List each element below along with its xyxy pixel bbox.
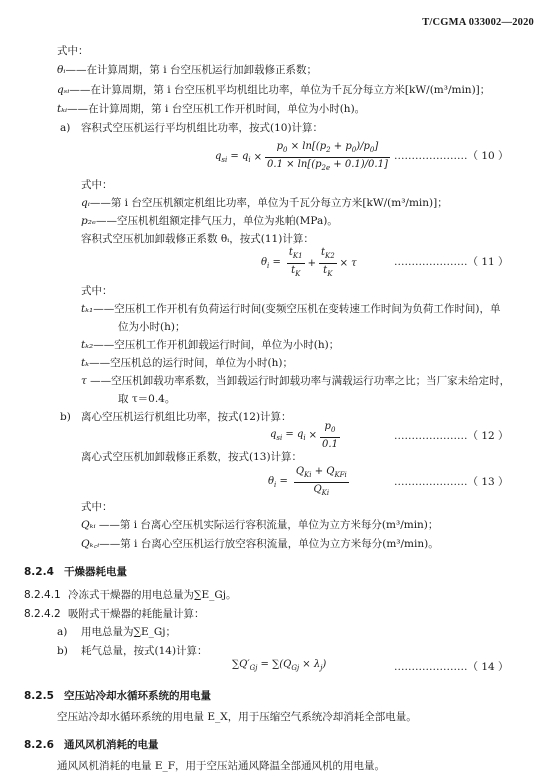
def-tau: τ ——空压机卸载功率系数，当卸载运行时卸载功率与满载运行功率之比；当厂家未给定时， xyxy=(81,375,511,387)
formula-11-intro: 容积式空压机加卸载修正系数 θᵢ，按式(11)计算： xyxy=(81,233,314,245)
section-heading-8-2-5: 8.2.5 空压站冷却水循环系统的用电量 xyxy=(24,690,211,702)
def-t-k2: tₖ₂——空压机工作开机卸载运行时间，单位为小时(h)； xyxy=(81,339,340,351)
eq-number-14: …………………（ 14 ） xyxy=(394,661,509,673)
eq-number-11: …………………（ 11 ） xyxy=(394,256,509,268)
clause-8-2-4-2-b-text: 耗气总量，按式(14)计算： xyxy=(81,645,208,657)
standard-code-header: T/CGMA 033002—2020 xyxy=(422,17,534,28)
def-tau-cont: 取 τ＝0.4。 xyxy=(118,393,176,405)
formula-10: $q_{si} = q_i$ × $\frac{p_0 \times \ln[(p_2 + p_0)/p_0]}{0.1 \times \ln[(p_{2e} + 0.1)/0.1]}$ xyxy=(215,141,388,172)
shizhong-label-3: 式中： xyxy=(81,285,113,297)
def-t-k: tₖ——空压机总的运行时间，单位为小时(h)； xyxy=(81,357,294,369)
def-q-kfi: Qₖ꜀ᵢ——第 i 台离心空压机运行放空容积流量，单位为立方米每分(m³/min)。 xyxy=(81,538,439,550)
formula-14: $\sum Q'_{Gj} = \sum(Q_{Gj} \times \lambda_j)$ xyxy=(232,659,327,672)
def-t-ki: tₖᵢ——在计算周期，第 i 台空压机工作开机时间，单位为小时(h)。 xyxy=(57,103,366,115)
section-heading-8-2-6: 8.2.6 通风风机消耗的电量 xyxy=(24,739,159,751)
shizhong-label-4: 式中： xyxy=(81,501,113,513)
item-b-text: 离心空压机运行机组比功率，按式(12)计算： xyxy=(81,411,292,423)
formula-11: $\theta_i$ = $\frac{t_{K1}}{t_K}$ + $\frac{t_{K2}}{t_K}$ × τ xyxy=(261,247,357,278)
def-q-i: qᵢ——第 i 台空压机额定机组比功率，单位为千瓦分每立方米[kW/(m³/min)]； xyxy=(81,197,448,209)
eq-number-13: …………………（ 13 ） xyxy=(394,476,509,488)
def-t-k1-cont: 位为小时(h)； xyxy=(118,321,186,333)
clause-8-2-4-2-a-text: 用电总量为∑E_Gj； xyxy=(81,626,177,638)
section-8-2-6-body: 通风风机消耗的电量 E_F，用于空压站通风降温全部通风机的用电量。 xyxy=(57,760,386,772)
section-8-2-5-body: 空压站冷却水循环系统的用电量 E_X，用于压缩空气系统冷却消耗全部电量。 xyxy=(57,711,417,723)
def-p-2e: p₂ₑ——空压机机组额定排气压力，单位为兆帕(MPa)。 xyxy=(81,215,338,227)
eq-number-12: …………………（ 12 ） xyxy=(394,430,509,442)
item-a-label: a) xyxy=(60,122,71,134)
formula-13: $\theta_i$ = $\frac{Q_{Ki} + Q_{KFi}}{Q_{Ki}}$ xyxy=(268,466,347,497)
def-q-si: qₛᵢ——在计算周期，第 i 台空压机平均机组比功率，单位为千瓦分每立方米[kW/(m³/min)]； xyxy=(57,84,491,96)
clause-8-2-4-2-b-label: b) xyxy=(57,645,68,657)
eq-number-10: …………………（ 10 ） xyxy=(394,150,509,162)
def-theta-i: θᵢ——在计算周期，第 i 台空压机运行加卸载修正系数； xyxy=(57,64,317,76)
shizhong-label: 式中： xyxy=(57,45,89,57)
def-t-k1: tₖ₁——空压机工作开机有负荷运行时间(变频空压机在变转速工作时间为负荷工作时间)，单 xyxy=(81,303,501,315)
section-heading-8-2-4: 8.2.4 干燥器耗电量 xyxy=(24,566,127,578)
formula-13-intro: 离心式空压机加卸载修正系数，按式(13)计算： xyxy=(81,451,303,463)
shizhong-label-2: 式中： xyxy=(81,179,113,191)
item-b-label: b) xyxy=(60,411,71,423)
item-a-text: 容积式空压机运行平均机组比功率，按式(10)计算： xyxy=(81,122,324,134)
formula-12: $q_{si} = q_i$ × $\frac{p_0}{0.1}$ xyxy=(270,421,338,450)
clause-8-2-4-1: 8.2.4.1 冷冻式干燥器的用电总量为∑E_Gj。 xyxy=(24,589,237,601)
clause-8-2-4-2: 8.2.4.2 吸附式干燥器的耗能量计算： xyxy=(24,608,205,620)
def-q-ki: Qₖᵢ ——第 i 台离心空压机实际运行容积流量，单位为立方米每分(m³/min)； xyxy=(81,519,439,531)
clause-8-2-4-2-a-label: a) xyxy=(57,626,68,638)
